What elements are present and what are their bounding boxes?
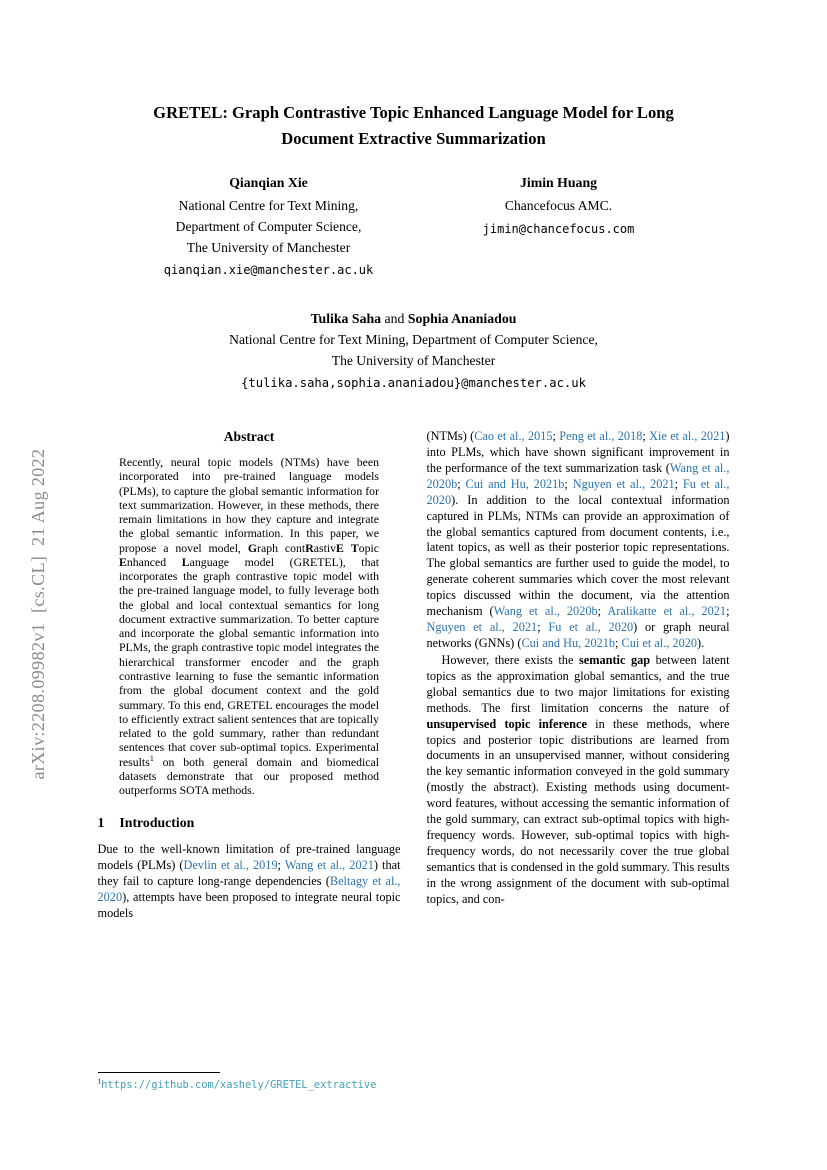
section-title: Introduction <box>119 815 195 831</box>
author-affiliation-line: National Centre for Text Mining, Department of Computer Science, <box>229 331 598 347</box>
left-column <box>98 429 401 1093</box>
author-row <box>124 173 704 279</box>
section-number: 1 <box>97 815 105 831</box>
author-name: Jimin Huang <box>519 175 598 191</box>
author-name: Qianqian Xie <box>229 175 308 191</box>
intro-paragraph-2: (NTMs) (Cao et al., 2015; Peng et al., 2018; Xie et al., 2021) into PLMs, which have shown significant improvement in the performance of the text summarization task (Wang et al., 2020b; Cui and Hu, 2021b; Nguyen et al., 2021; Fu et al., 2020). In addition to the local contextual information captured in PLMs, NTMs can provide an approximation of the global semantics captured from document contents, i.e., latent topics, as well as their posterior topic representations. The global semantics are further used to guide the model, to generate coherent summaries which cover the most relevant topics discussed within the document, via the attention mechanism (Wang et al., 2020b; Aralikatte et al., 2021; Nguyen et al., 2021; Fu et al., 2020) or graph neural networks (GNNs) (Cui and Hu, 2021b; Cui et al., 2020). <box>426 429 730 650</box>
author-email-link[interactable]: jimin@chancefocus.com <box>482 222 635 237</box>
arxiv-stamp: arXiv:2208.09982v1 [cs.CL] 21 Aug 2022 <box>28 448 48 780</box>
author-block-jimin-huang <box>414 173 704 279</box>
author-affiliation-line: Department of Computer Science, <box>175 219 362 235</box>
author-affiliation-line: Chancefocus AMC. <box>504 198 613 214</box>
abstract-body: Recently, neural topic models (NTMs) have been incorporated into pre-trained language models (PLMs), to capture the global semantic information for text summarization. However, in these methods, there remain limitations in how they capture and integrate the global semantic information. In this paper, we propose a novel model, Graph contRastivE Topic Enhanced Language model (GRETEL), that incorporates the graph contrastive topic model with the pre-trained language model, to fully leverage both the global and local contextual semantics for long document extractive summarization. To better capture and incorporate the global semantic information into PLMs, the graph contrastive topic model integrates the hierarchical transformer encoder and the graph contrastive learning to fuse the semantic information from the global document context and the gold summary. To this end, GRETEL encourages the model to efficiently extract salient sentences that are topically related to the gold summary, rather than redundant sentences that cover sub-optimal topics. Experimental results$^1$ on both general domain and biomedical datasets demonstrate that our proposed method outperforms SOTA methods. <box>119 455 379 798</box>
footnote-url-link[interactable]: https://github.com/xashely/GRETEL_extractive <box>101 1079 377 1092</box>
citation-link[interactable]: Xie et al., 2021 <box>649 429 726 444</box>
citation-link[interactable]: Wang et al., 2021 <box>284 858 374 873</box>
author-block-qianqian-xie <box>124 173 414 279</box>
citation-link[interactable]: Cui et al., 2020 <box>621 636 698 650</box>
author-affiliation-line: The University of Manchester <box>331 353 496 369</box>
intro-paragraph-1: Due to the well-known limitation of pre-trained language models (PLMs) (Devlin et al., 2019; Wang et al., 2021) that they fail to capture long-range dependencies (Beltagy et al., 2020), attempts have been proposed to integrate neural topic models <box>97 842 401 921</box>
citation-link[interactable]: Aralikatte et al., 2021 <box>607 604 727 619</box>
author-affiliation-line: The University of Manchester <box>186 239 351 255</box>
abstract-heading: Abstract <box>223 429 275 445</box>
author-names: Tulika Saha and Sophia Ananiadou <box>310 310 517 326</box>
citation-link[interactable]: Cui and Hu, 2021b <box>521 636 616 650</box>
paper-title <box>94 0 734 151</box>
paper-title-line-1: GRETEL: Graph Contrastive Topic Enhanced Language Model for Long <box>153 103 674 122</box>
two-column-body <box>98 429 730 1093</box>
right-column <box>427 429 730 1093</box>
citation-link[interactable]: Cui and Hu, 2021b <box>465 476 565 491</box>
abstract-section <box>98 429 401 797</box>
citation-link[interactable]: Devlin et al., 2019 <box>183 858 278 873</box>
paper-title-line-2: Document Extractive Summarization <box>281 128 546 148</box>
footnote-rule <box>98 1072 220 1073</box>
citation-link[interactable]: Wang et al., 2020b <box>493 604 598 619</box>
citation-link[interactable]: Fu et al., 2020 <box>426 476 730 507</box>
citation-link[interactable]: Beltagy et al., 2020 <box>97 874 401 905</box>
section-1-heading <box>98 815 401 831</box>
citation-link[interactable]: Nguyen et al., 2021 <box>426 620 538 635</box>
footnote <box>98 1072 383 1093</box>
author-block-saha-ananiadou <box>0 308 827 393</box>
author-email-link[interactable]: qianqian.xie@manchester.ac.uk <box>163 263 374 278</box>
citation-link[interactable]: Fu et al., 2020 <box>548 620 634 635</box>
author-affiliation-line: National Centre for Text Mining, <box>178 198 359 214</box>
citation-link[interactable]: Nguyen et al., 2021 <box>572 476 675 491</box>
footnote-text: $^1$https://github.com/xashely/GRETEL_extractive <box>97 1076 377 1092</box>
citation-link[interactable]: Wang et al., 2020b <box>426 460 730 491</box>
author-email-link[interactable]: {tulika.saha,sophia.ananiadou}@manchester.ac.uk <box>241 376 586 391</box>
citation-link[interactable]: Cao et al., 2015 <box>474 429 553 444</box>
intro-paragraph-3: However, there exists the semantic gap between latent topics as the approximation global semantics, and the true global semantics due to two major limitations for existing methods. The first limitation concerns the nature of unsupervised topic inference in these methods, where topics and posterior topic distributions are learned from documents in an unsupervised manner, without considering the key semantic information conveyed in the gold summary (mostly the abstract). Existing methods using document-word features, without accessing the semantic information of the gold summary, can extract sub-optimal topics with high-frequency words. However, sub-optimal topics with high-frequency words, do not necessarily cover the true global semantics that is condensed in the gold summary. This results in the wrong assignment of the document with sub-optimal topics, and con- <box>426 652 730 906</box>
citation-link[interactable]: Peng et al., 2018 <box>559 429 643 444</box>
